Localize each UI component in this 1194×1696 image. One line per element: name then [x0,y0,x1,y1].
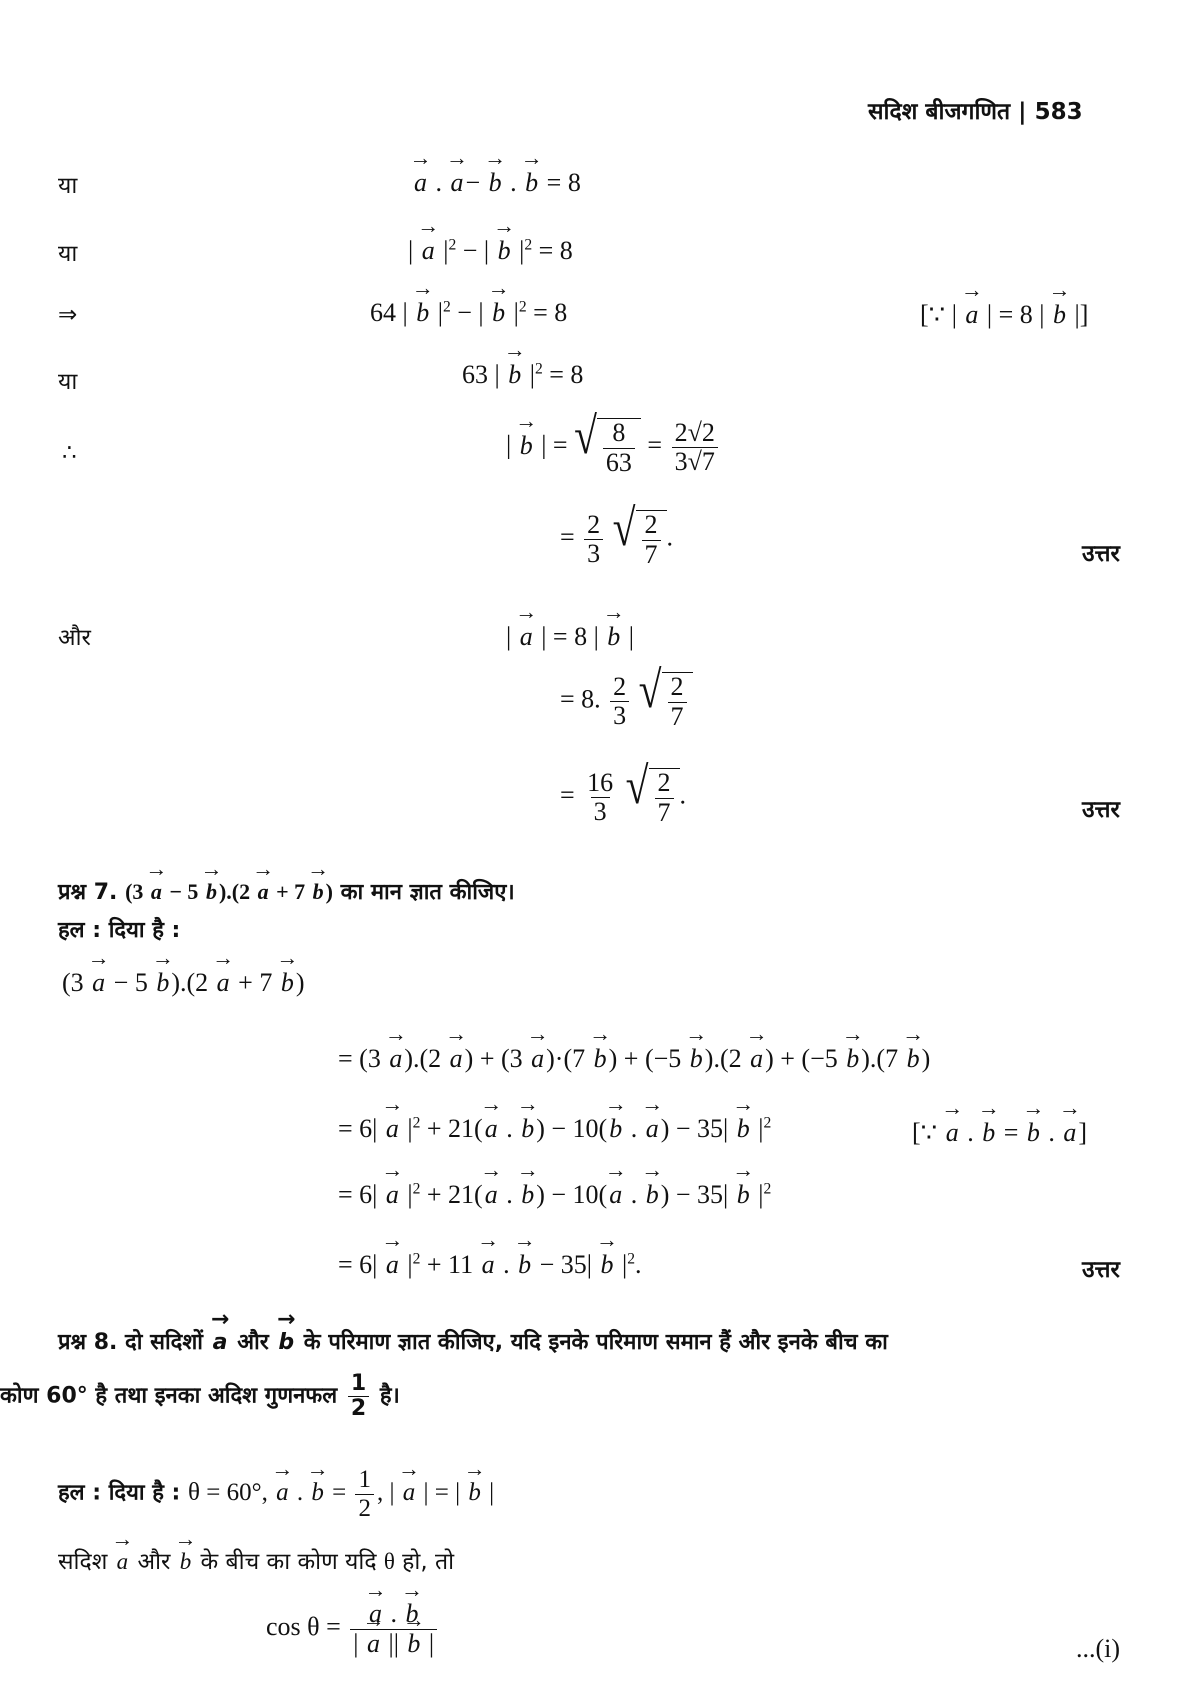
label-ya: या [58,241,78,267]
equation-4: 63 | → b $|^2 = 8$ [462,360,583,390]
question-8-title-line-1: प्रश्न 8. दो सदिशों → a और → b के परिमाण ज्ञात कीजिए, यदि इनके परिमाण समान हैं और इनके बीच का [58,1326,888,1356]
label-therefore: ∴ [62,440,77,466]
answer-label: उत्तर [1082,797,1120,823]
answer-label: उत्तर [1082,541,1120,567]
q7-step-2: = 6| → a $|^2 + 21(\to a$ . → b) − 10(→ b . → a) − 35| → b $|^2$ [338,1114,771,1144]
q7-step-3: = 6| → a $|^2 + 21(\to a$ . → b) − 10(→ a . → b) − 35| → b $|^2$ [338,1180,771,1210]
answer-label: उत्तर [1082,1257,1120,1283]
label-aur: और [58,625,91,651]
equation-2: | → a $|^2$ − | → b $|^2 = 8$ [408,236,573,266]
equation-reference: ...(i) [1076,1634,1121,1663]
q7-expression: (3 → a − 5 → b).(2 → a + 7 → b) [62,968,305,998]
label-ya: या [58,173,78,199]
label-ya: या [58,369,78,395]
because-note-1: [∵ | → a | = 8 | → b |] [920,300,1088,330]
label-implies: ⇒ [58,302,78,328]
equation-1: → a . → a− → b . → b = 8 [412,168,581,198]
cos-formula: cos θ = → $\frac{a . \to b}{| \to a || \to b |}$ [266,1600,440,1658]
equation-5: | → b | = √ $\frac{8}{63}$ = $\frac{2√2}{3√7}$ [506,418,721,477]
equation-7: | → a | = 8 | → b | [506,622,634,652]
question-8-title-line-2: कोण 60° है तथा इनका अदिश गुणनफल $\frac{1}{2}$ है। [0,1371,400,1422]
because-note-2: [∵ → a . → b = → b . → a] [912,1118,1087,1148]
question-7-title: प्रश्न 7. (3 → a − 5 → b).(2 → a + 7 → b) का मान ज्ञात कीजिए। [58,876,515,906]
solution-intro: हल : दिया है : [58,918,181,943]
q8-angle-text: सदिश → a और → b के बीच का कोण यदि θ हो, तो [58,1544,454,1576]
q7-step-4: = 6| → a $|^2 + 11 \to a$ . → b − 35| → b $|^2$. [338,1250,641,1280]
equation-6: = $\frac{2}{3}$ √ $\frac{2}{7}$ . [560,498,673,569]
equation-3: 64 | → b $|^2$ − | → b $|^2 = 8$ [370,298,567,328]
q8-given: हल : दिया है : θ = 60°, → a . → b = $\frac{1}{2}$ , | → a | = | → b | [58,1466,494,1522]
equation-9: = $\frac{16}{3}$ √ $\frac{2}{7}$ . [560,756,686,827]
page-header: सदिश बीजगणित | 583 [868,99,1083,125]
equation-8: = 8. $\frac{2}{3}$ √ $\frac{2}{7}$ [560,672,693,731]
q7-step-1: = (3 → a).(2 → a) + (3 → a)·(7 → b) + (−5 → b).(2 → a) + (−5 → b).(7 → b) [338,1044,930,1074]
